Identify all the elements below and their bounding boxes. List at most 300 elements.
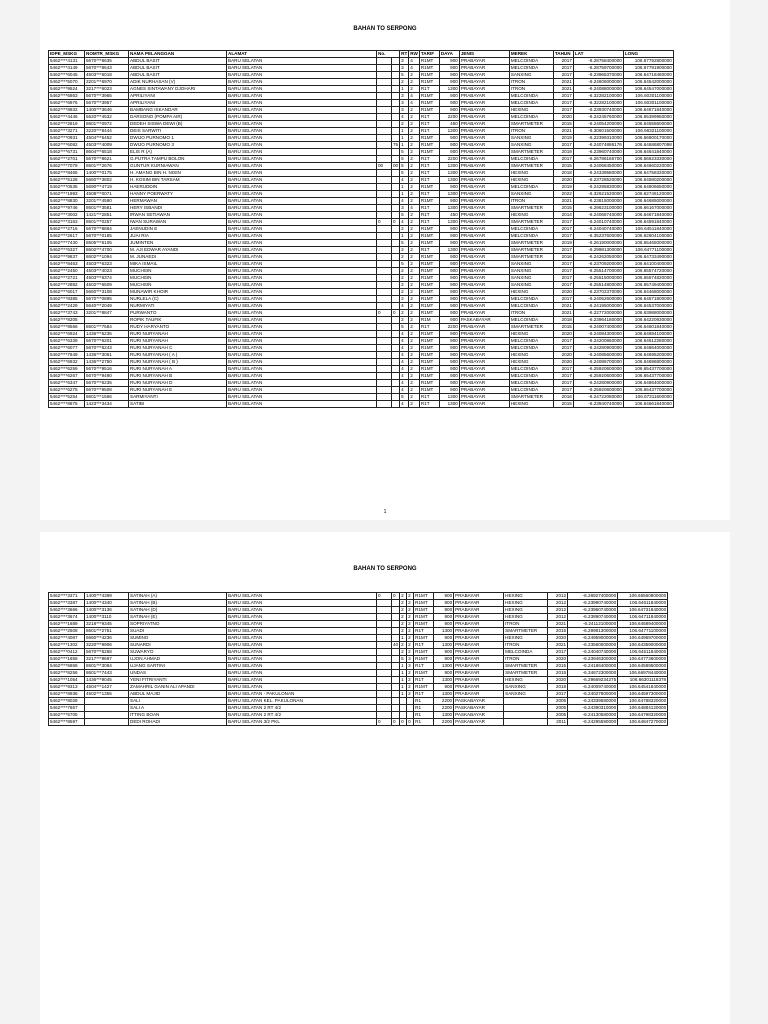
table-cell: 00 [377,163,392,170]
table-cell: -6.24280900000 [573,380,623,387]
table-cell: 1300 [439,205,459,212]
table-cell: 450 [439,121,459,128]
table-cell: 2015 [548,670,568,677]
table-cell: 106.64597300000 [618,691,668,698]
table-cell [392,289,400,296]
table-cell: 5670***6268 [85,649,129,656]
table-cell: SANXING [509,282,553,289]
table-cell: 5462****7430 [49,240,85,247]
table-cell: PRABAYAR [459,373,509,380]
table-cell [377,628,392,635]
table-cell: 106.64542000000 [623,79,673,86]
table-cell: HEXING [509,170,553,177]
table-cell [392,366,400,373]
table-cell: 2019 [553,135,573,142]
table-cell: R1MT [419,254,439,261]
column-header: LAT [573,51,623,58]
table-row [49,177,674,184]
table-cell: SANXING [509,191,553,198]
table-cell: PURWANTO [129,310,227,317]
table-cell: DARSONO (POMPA AIR) [129,114,227,121]
table-cell: 900 [439,380,459,387]
table-cell: BARU SELATAN [227,373,377,380]
table-cell [392,373,400,380]
table-cell [377,331,392,338]
table-cell: 900 [434,635,454,642]
table-cell: BARU SELATAN [227,663,377,670]
table-cell: DEDEH SISWA DEWI (B) [129,121,227,128]
table-cell: BARU SELATAN [227,205,377,212]
table-cell: 2200 [439,156,459,163]
table-cell: BAMBANG ISKANDAR [129,107,227,114]
table-cell: 3 [400,107,409,114]
table-cell: 2017 [553,72,573,79]
table-cell: ELIS R (A) [129,149,227,156]
table-cell [392,58,400,65]
table-cell: BARU SELATAN [227,614,377,621]
table-cell: 2 [409,86,420,93]
table-cell: RURI NURYANAH [129,338,227,345]
table-cell: PASKABAYAR [459,317,509,324]
table-cell: 5462****1993 [49,191,85,198]
table-cell: 2 [409,289,420,296]
table-cell: MELCOINDA [509,366,553,373]
table-cell: HEXING [509,331,553,338]
table-cell: 900 [439,289,459,296]
table-cell: 5670***0185 [85,233,129,240]
table-cell: 4502***6509 [85,282,129,289]
table-cell: DEIS SARWITI [129,128,227,135]
table-cell: 1300 [439,170,459,177]
table-cell: R1MT [419,310,439,317]
table-cell: MELCOINDA [509,184,553,191]
table-cell: ITRON [504,656,548,663]
table-cell: BARU SELATAN [227,345,377,352]
table-cell: 2 [400,593,407,600]
table-cell: R1T [414,642,434,649]
table-cell: 2 [409,72,420,79]
table-cell: 2012 [548,614,568,621]
table-cell: R1MT [419,149,439,156]
table-cell: BARU SELATAN [227,254,377,261]
table-cell: 106.64884120000 [618,705,668,712]
table-cell [85,698,129,705]
table-cell: PRABAYAR [459,114,509,121]
table-row [49,65,674,72]
table-row [49,373,674,380]
table-cell: 2017 [553,380,573,387]
table-cell [377,156,392,163]
table-row [49,170,674,177]
table-cell: 106.64660220000 [623,163,673,170]
table-cell: PRABAYAR [459,268,509,275]
table-cell: 5462****2721 [49,275,85,282]
table-cell: BARU SELATAN [227,177,377,184]
table-cell: JUMINTEN [129,240,227,247]
table-cell [377,352,392,359]
table-cell [377,100,392,107]
table-cell: -6.23702370000 [573,289,623,296]
table-cell: HEXING [504,677,548,684]
table-cell: 2 [409,135,420,142]
page-title-2: BAHAN TO SERPONG [353,566,417,572]
table-row [49,121,674,128]
table-cell: SANXING [504,691,548,698]
table-cell: PRABAYAR [459,79,509,86]
table-cell: 2 [409,275,420,282]
table-row [49,394,674,401]
table-cell [392,247,400,254]
table-cell: BARU SELATAN [227,121,377,128]
table-cell: 5462****4131 [49,58,85,65]
table-cell: -6.25920600000 [573,373,623,380]
table-cell: SMARTMETER [509,163,553,170]
table-cell: R1MT [419,275,439,282]
table-cell: R1MT [419,373,439,380]
table-cell: 5462****6731 [49,149,85,156]
table-cell: 900 [434,614,454,621]
table-cell: HEXING [509,401,553,408]
table-cell: BARU SELATAN - PAKULONAN [227,691,377,698]
table-row [49,677,668,684]
table-row [49,359,674,366]
table-cell: R1T [419,121,439,128]
table-cell [392,191,400,198]
table-cell: 2 [400,600,407,607]
table-cell: 106.64220930000 [623,317,673,324]
table-cell: 2021 [553,86,573,93]
table-cell: 2020 [553,352,573,359]
table-row [49,275,674,282]
table-row [49,205,674,212]
table-cell: 5462****0535 [49,184,85,191]
table-cell: 5 [400,656,407,663]
table-cell: BARU SELATAN [227,282,377,289]
table-row [49,593,668,600]
table-cell: SANXING [509,142,553,149]
table-cell: 106.65574720000 [623,268,673,275]
table-cell: DWIJO PURNOMO 3 [129,142,227,149]
table-cell: SALI [129,698,227,705]
table-cell: 900 [439,331,459,338]
table-cell: HEXING [509,212,553,219]
table-cell: 4 [400,380,409,387]
table-cell: R1T [414,663,434,670]
table-cell: -6.24007400000 [573,324,623,331]
table-cell [377,268,392,275]
table-cell: 2 [407,691,414,698]
table-cell [377,128,392,135]
table-cell: 1423***3434 [85,401,129,408]
table-row [49,163,674,170]
table-cell [392,198,400,205]
table-cell: BARU SELATAN [227,149,377,156]
table-cell: 2019 [553,184,573,191]
table-cell: 5462****7079 [49,163,85,170]
table-cell: ITRON [509,86,553,93]
table-cell [392,698,400,705]
table-cell: IRWAN SETIAWAN [129,212,227,219]
table-cell: BARU SELATAN [227,156,377,163]
table-cell [392,635,400,642]
table-cell: PASKABAYAR [454,712,504,719]
table-cell: HANNY POERWATY [129,191,227,198]
table-cell: PRABAYAR [459,198,509,205]
table-cell: ZAMAHRIL GANIN ALI APANDI [129,684,227,691]
table-cell: R1MT [419,268,439,275]
table-cell: ABDUL BASIT [129,58,227,65]
table-cell [392,86,400,93]
table-cell: R1T [419,163,439,170]
table-cell: MELCOINDA [509,93,553,100]
table-cell [392,628,400,635]
table-cell: SATINAH (B) [129,600,227,607]
table-cell: 1 [400,191,409,198]
table-cell: AGNES SINTAWANY DJOHARI [129,86,227,93]
table-cell: 2 [400,79,409,86]
table-cell: UJANG SARTINI [129,663,227,670]
table-cell [407,712,414,719]
table-cell [377,289,392,296]
table-cell [392,663,400,670]
table-cell: 106.64558600000 [623,121,673,128]
table-cell: 2012 [548,600,568,607]
table-cell: BARU SELATAN KEL. PAKULONAN [227,698,377,705]
table-cell: 4 [400,345,409,352]
table-cell: BARU SELATAN [227,593,377,600]
table-cell: 2 [409,247,420,254]
table-cell: 2 [409,352,420,359]
document-page-2 [40,532,730,1024]
table-cell: MELCOINDA [509,100,553,107]
table-cell: R1MT [419,380,439,387]
table-cell: 1 [400,184,409,191]
table-cell: PRABAYAR [459,65,509,72]
table-cell: 106.67792800000 [623,58,673,65]
table-row [49,698,668,705]
table-cell: 2 [409,401,420,408]
table-cell: 2 [407,684,414,691]
table-cell: 900 [439,303,459,310]
table-cell: R1M [419,317,439,324]
table-cell: R1MT [414,649,434,656]
table-cell [377,86,392,93]
table-cell: 2 [409,359,420,366]
table-cell: 1300 [439,401,459,408]
table-cell: 3220***9906 [85,642,129,649]
table-cell: 3217***9697 [85,656,129,663]
table-cell: PRABAYAR [459,191,509,198]
table-cell: 2 [409,107,420,114]
table-cell [377,698,392,705]
table-cell: 4503***6323 [85,261,129,268]
table-cell [392,184,400,191]
table-cell: 1 [400,635,407,642]
table-cell: R1T [419,205,439,212]
table-cell: 900 [439,93,459,100]
table-cell: BARU SELATAN 2 RT 4/2 [227,712,377,719]
table-cell: PRABAYAR [454,684,504,691]
table-cell: 900 [434,649,454,656]
table-cell: 4503***4009 [85,142,129,149]
table-cell: 2 [400,282,409,289]
table-cell [377,296,392,303]
table-cell: 1436***9045 [85,677,129,684]
table-cell [392,614,400,621]
table-cell: 2 [407,642,414,649]
table-cell: 5462****5705 [49,712,85,719]
table-cell: 106.64733490000 [623,254,673,261]
table-cell: 2 [400,642,407,649]
table-cell: 2015 [548,663,568,670]
table-cell: -6.24068450000 [573,163,623,170]
table-cell: 5462****4446 [49,114,85,121]
table-cell [392,121,400,128]
table-cell: PRABAYAR [459,296,509,303]
table-cell: 8602***1094 [85,254,129,261]
table-cell: 8605***6105 [85,240,129,247]
table-cell: PRABAYAR [454,663,504,670]
table-cell: BARU SELATAN [227,642,377,649]
table-cell: NURLELA (C) [129,296,227,303]
table-cell: -6.23890740000 [568,614,618,621]
table-cell: 4 [400,177,409,184]
table-cell: 2 [409,114,420,121]
table-cell [392,149,400,156]
table-cell: 2 [400,226,409,233]
table-row [49,142,674,149]
table-cell: 5 [400,72,409,79]
table-cell: 106.64671840000 [623,212,673,219]
table-cell: 8601***0257 [85,219,129,226]
table-row [49,380,674,387]
table-cell: PRABAYAR [459,240,509,247]
table-cell: 3 [400,205,409,212]
table-cell: 5462****6932 [49,359,85,366]
table-cell: 106.66321100000 [623,128,673,135]
table-cell: HEXING [504,593,548,600]
table-cell: PRABAYAR [459,254,509,261]
table-cell [392,72,400,79]
table-cell: 5462****8256 [49,670,85,677]
table-cell: 5462****2508 [49,628,85,635]
table-cell: 106.64771100000 [623,247,673,254]
table-row [49,663,668,670]
table-cell: PRABAYAR [454,649,504,656]
table-cell: 5462****8597 [49,719,85,726]
table-cell: PRABAYAR [454,670,504,677]
table-cell: PASKABAYAR [454,705,504,712]
table-cell: 5462****3743 [49,310,85,317]
table-cell: 900 [434,670,454,677]
table-cell: 900 [439,198,459,205]
table-cell: 4 [400,359,409,366]
table-cell [392,394,400,401]
table-cell [377,240,392,247]
table-cell: SALI A [129,705,227,712]
table-cell: BARU SELATAN [227,366,377,373]
table-cell: PRABAYAR [459,261,509,268]
table-cell: BARU SELATAN [227,191,377,198]
table-cell: 8601***2676 [85,163,129,170]
table-cell: 2 [409,163,420,170]
table-cell: 5462****2819 [49,121,85,128]
table-cell: BARU SELATAN [227,114,377,121]
table-row [49,635,668,642]
table-cell [504,698,548,705]
table-cell: -6.24010740000 [573,219,623,226]
table-cell: 8601***3094 [85,663,129,670]
table-cell: 5462****6082 [49,142,85,149]
table-cell: PRABAYAR [459,338,509,345]
table-cell: 106.65574820000 [623,275,673,282]
table-cell: 900 [439,107,459,114]
table-cell: GUNTUR KURNIAWAN [129,163,227,170]
table-cell: PRABAYAR [459,219,509,226]
table-cell: MUCHSIN [129,275,227,282]
table-cell [377,691,392,698]
table-cell: R1MT [414,684,434,691]
table-cell: 75 [393,142,399,147]
table-cell: MELCOINDA [509,226,553,233]
table-cell: R1 [414,698,434,705]
table-cell: 5462****6924 [49,331,85,338]
table-cell: R1MT [419,282,439,289]
table-cell: 5462****6327 [49,247,85,254]
table-cell [377,677,392,684]
table-cell: BARU SELATAN [227,93,377,100]
table-cell: PRABAYAR [459,303,509,310]
table-cell [392,177,400,184]
table-cell: 1 [400,677,407,684]
table-cell: -6.22399310000 [573,135,623,142]
table-cell: 3201***8847 [85,310,129,317]
table-row [49,310,674,317]
table-cell: 2 [409,296,420,303]
table-cell [392,303,400,310]
table-cell: PRABAYAR [454,635,504,642]
table-cell: R1MT [419,359,439,366]
table-cell: -6.24390310000 [568,705,618,712]
table-cell: 2 [407,614,414,621]
table-cell: 2 [407,593,414,600]
table-cell: 106.64696800000 [623,359,673,366]
table-cell [377,79,392,86]
table-cell [377,191,392,198]
table-cell: 4503***6374 [85,275,129,282]
table-cell: BARU SELATAN [227,275,377,282]
table-cell: 2015 [553,121,573,128]
table-row [49,684,668,691]
table-cell: SMARTMETER [504,628,548,635]
table-cell: PRABAYAR [459,233,509,240]
table-cell: PRABAYAR [454,614,504,621]
table-cell: 5 [400,163,409,170]
table-cell: 1300 [434,628,454,635]
table-cell: 5670***6243 [85,345,129,352]
table-cell: 900 [439,226,459,233]
table-cell: 5660***4236 [85,635,129,642]
table-cell: 5462****2701 [49,156,85,163]
table-cell: SANXING [509,72,553,79]
table-cell: UNDAS [129,670,227,677]
table-row [49,198,674,205]
table-cell: -6.29981300000 [568,628,618,635]
table-cell: 5670***9508 [85,387,129,394]
table-cell [392,100,400,107]
table-cell: HEXING [509,289,553,296]
table-cell: 8601***0972 [85,121,129,128]
